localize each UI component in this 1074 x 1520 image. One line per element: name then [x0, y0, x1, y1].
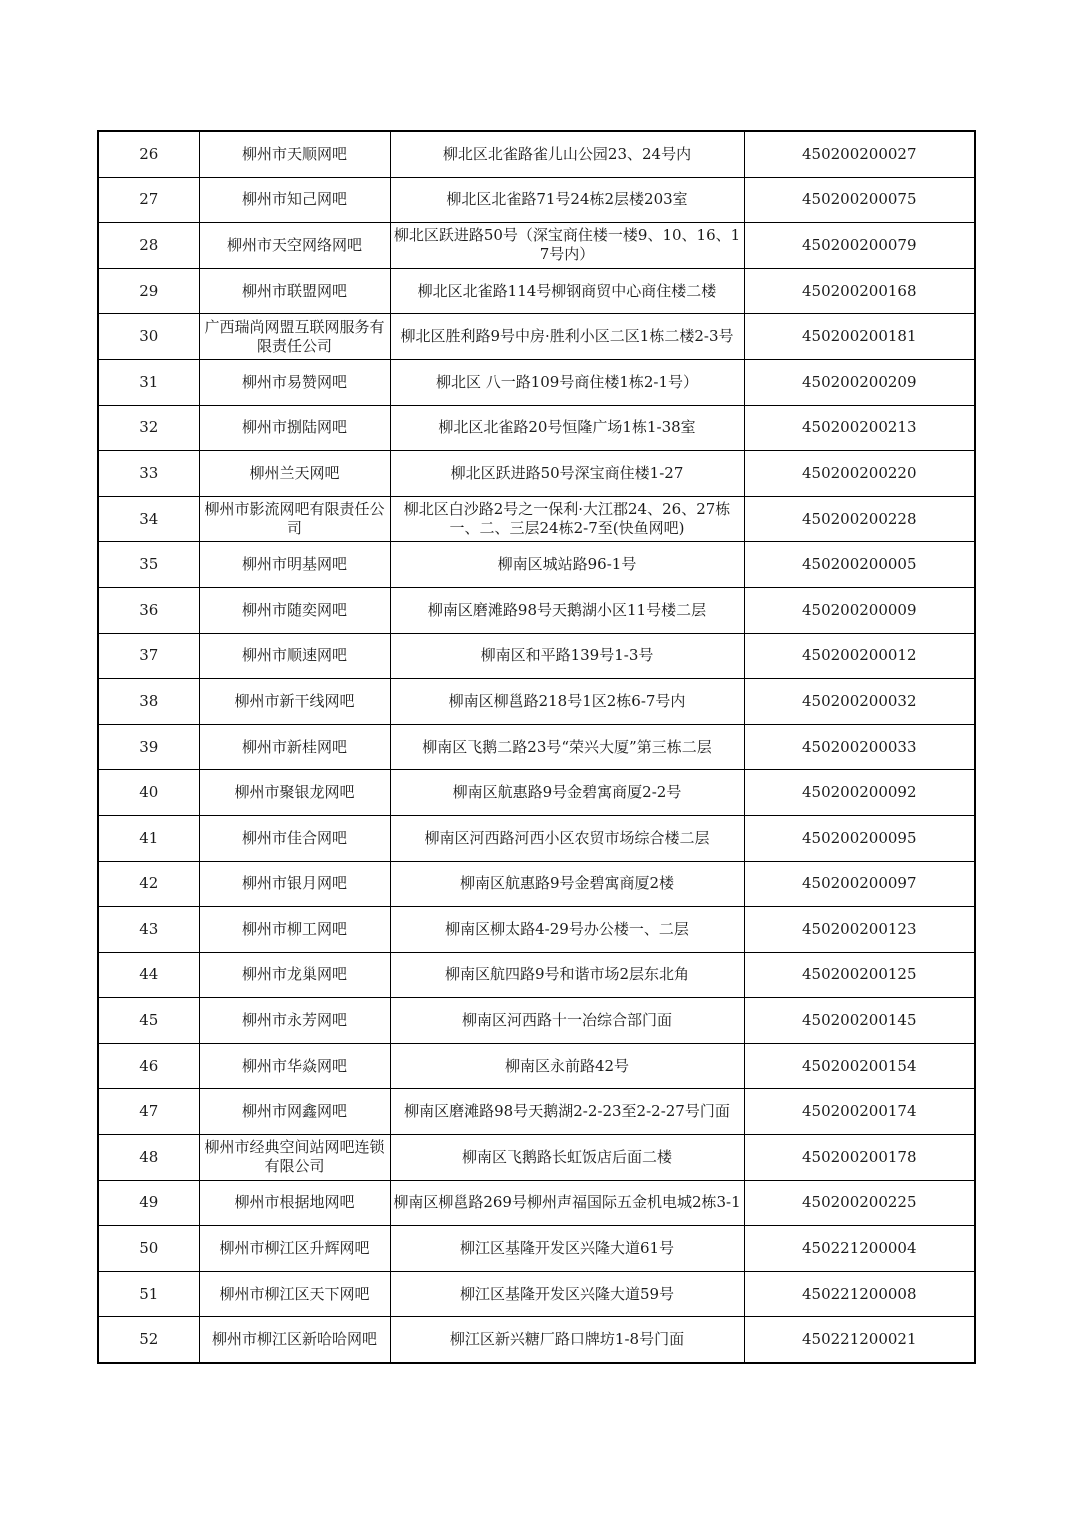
address-cell: 柳南区城站路96-1号 — [390, 542, 744, 588]
table-row — [98, 1135, 975, 1181]
business-name-cell: 柳州市知己网吧 — [199, 177, 390, 223]
address-cell: 柳北区白沙路2号之一保利·大江郡24、26、27栋一、二、三层24栋2-7至(快鱼网吧) — [390, 496, 744, 542]
business-name-cell: 柳州市联盟网吧 — [199, 268, 390, 314]
license-code-cell: 450200200228 — [744, 496, 975, 542]
address-cell: 柳江区基隆开发区兴隆大道59号 — [390, 1271, 744, 1317]
license-code-cell: 450221200021 — [744, 1317, 975, 1363]
address-cell: 柳北区胜利路9号中房·胜利小区二区1栋二楼2-3号 — [390, 314, 744, 360]
address-cell: 柳南区河西路十一冶综合部门面 — [390, 998, 744, 1044]
address-cell: 柳南区飞鹅路长虹饭店后面二楼 — [390, 1135, 744, 1181]
license-code-cell: 450200200220 — [744, 451, 975, 497]
address-cell: 柳北区跃进路50号深宝商住楼1-27 — [390, 451, 744, 497]
table-row — [98, 223, 975, 269]
row-number-cell: 43 — [98, 907, 199, 953]
address-cell: 柳南区柳邕路269号柳州声福国际五金机电城2栋3-1 — [390, 1180, 744, 1226]
license-code-cell: 450200200097 — [744, 861, 975, 907]
business-name-cell: 柳州市龙巢网吧 — [199, 952, 390, 998]
address-cell: 柳江区基隆开发区兴隆大道61号 — [390, 1226, 744, 1272]
table-row — [98, 815, 975, 861]
table-row — [98, 542, 975, 588]
table-row — [98, 770, 975, 816]
table-row — [98, 724, 975, 770]
row-number-cell: 31 — [98, 359, 199, 405]
address-cell: 柳南区永前路42号 — [390, 1043, 744, 1089]
row-number-cell: 52 — [98, 1317, 199, 1363]
license-code-cell: 450200200181 — [744, 314, 975, 360]
table-row — [98, 314, 975, 360]
license-code-cell: 450200200154 — [744, 1043, 975, 1089]
row-number-cell: 48 — [98, 1135, 199, 1181]
business-name-cell: 广西瑞尚网盟互联网服务有限责任公司 — [199, 314, 390, 360]
row-number-cell: 44 — [98, 952, 199, 998]
table-row — [98, 359, 975, 405]
table-body — [98, 131, 975, 1363]
license-code-cell: 450200200032 — [744, 679, 975, 725]
row-number-cell: 34 — [98, 496, 199, 542]
license-code-cell: 450200200174 — [744, 1089, 975, 1135]
business-name-cell: 柳州市柳工网吧 — [199, 907, 390, 953]
address-cell: 柳北区 八一路109号商住楼1栋2-1号） — [390, 359, 744, 405]
table-row — [98, 633, 975, 679]
business-name-cell: 柳州市聚银龙网吧 — [199, 770, 390, 816]
license-code-cell: 450200200209 — [744, 359, 975, 405]
business-name-cell: 柳州市柳江区升辉网吧 — [199, 1226, 390, 1272]
row-number-cell: 46 — [98, 1043, 199, 1089]
row-number-cell: 40 — [98, 770, 199, 816]
license-code-cell: 450200200079 — [744, 223, 975, 269]
address-cell: 柳南区柳太路4-29号办公楼一、二层 — [390, 907, 744, 953]
table-row — [98, 177, 975, 223]
table-row — [98, 496, 975, 542]
address-cell: 柳江区新兴糖厂路口牌坊1-8号门面 — [390, 1317, 744, 1363]
business-name-cell: 柳州市新干线网吧 — [199, 679, 390, 725]
table-row — [98, 131, 975, 177]
license-code-cell: 450200200168 — [744, 268, 975, 314]
license-code-cell: 450221200008 — [744, 1271, 975, 1317]
table-row — [98, 907, 975, 953]
business-name-cell: 柳州市天空网络网吧 — [199, 223, 390, 269]
address-cell: 柳南区柳邕路218号1区2栋6-7号内 — [390, 679, 744, 725]
table-row — [98, 1089, 975, 1135]
license-code-cell: 450200200005 — [744, 542, 975, 588]
business-name-cell: 柳州市柳江区新哈哈网吧 — [199, 1317, 390, 1363]
license-code-cell: 450200200027 — [744, 131, 975, 177]
business-name-cell: 柳州市明基网吧 — [199, 542, 390, 588]
address-cell: 柳北区北雀路71号24栋2层楼203室 — [390, 177, 744, 223]
business-name-cell: 柳州市柳江区天下网吧 — [199, 1271, 390, 1317]
business-name-cell: 柳州市天顺网吧 — [199, 131, 390, 177]
address-cell: 柳南区飞鹅二路23号“荣兴大厦”第三栋二层 — [390, 724, 744, 770]
business-name-cell: 柳州兰天网吧 — [199, 451, 390, 497]
row-number-cell: 49 — [98, 1180, 199, 1226]
address-cell: 柳南区河西路河西小区农贸市场综合楼二层 — [390, 815, 744, 861]
address-cell: 柳南区航惠路9号金碧寓商厦2楼 — [390, 861, 744, 907]
license-code-cell: 450200200095 — [744, 815, 975, 861]
table-row — [98, 998, 975, 1044]
business-name-cell: 柳州市根据地网吧 — [199, 1180, 390, 1226]
address-cell: 柳北区北雀路114号柳钢商贸中心商住楼二楼 — [390, 268, 744, 314]
row-number-cell: 38 — [98, 679, 199, 725]
row-number-cell: 45 — [98, 998, 199, 1044]
table-row — [98, 861, 975, 907]
business-name-cell: 柳州市新桂网吧 — [199, 724, 390, 770]
license-code-cell: 450200200123 — [744, 907, 975, 953]
row-number-cell: 37 — [98, 633, 199, 679]
row-number-cell: 30 — [98, 314, 199, 360]
business-name-cell: 柳州市顺速网吧 — [199, 633, 390, 679]
row-number-cell: 36 — [98, 587, 199, 633]
license-code-cell: 450221200004 — [744, 1226, 975, 1272]
business-name-cell: 柳州市佳合网吧 — [199, 815, 390, 861]
row-number-cell: 35 — [98, 542, 199, 588]
business-name-cell: 柳州市捌陆网吧 — [199, 405, 390, 451]
row-number-cell: 29 — [98, 268, 199, 314]
business-name-cell: 柳州市网鑫网吧 — [199, 1089, 390, 1135]
address-cell: 柳南区航惠路9号金碧寓商厦2-2号 — [390, 770, 744, 816]
business-name-cell: 柳州市经典空间站网吧连锁有限公司 — [199, 1135, 390, 1181]
row-number-cell: 26 — [98, 131, 199, 177]
address-cell: 柳南区磨滩路98号天鹅湖小区11号楼二层 — [390, 587, 744, 633]
license-code-cell: 450200200145 — [744, 998, 975, 1044]
table-row — [98, 1271, 975, 1317]
address-cell: 柳北区北雀路20号恒隆广场1栋1-38室 — [390, 405, 744, 451]
address-cell: 柳南区航四路9号和谐市场2层东北角 — [390, 952, 744, 998]
row-number-cell: 28 — [98, 223, 199, 269]
address-cell: 柳北区跃进路50号（深宝商住楼一楼9、10、16、17号内） — [390, 223, 744, 269]
row-number-cell: 47 — [98, 1089, 199, 1135]
license-code-cell: 450200200075 — [744, 177, 975, 223]
table-row — [98, 1317, 975, 1363]
table-row — [98, 268, 975, 314]
license-code-cell: 450200200225 — [744, 1180, 975, 1226]
business-name-cell: 柳州市影流网吧有限责任公司 — [199, 496, 390, 542]
row-number-cell: 27 — [98, 177, 199, 223]
table-row — [98, 679, 975, 725]
license-code-cell: 450200200092 — [744, 770, 975, 816]
business-name-cell: 柳州市易赞网吧 — [199, 359, 390, 405]
business-name-cell: 柳州市永芳网吧 — [199, 998, 390, 1044]
row-number-cell: 33 — [98, 451, 199, 497]
table-row — [98, 952, 975, 998]
row-number-cell: 41 — [98, 815, 199, 861]
license-code-cell: 450200200213 — [744, 405, 975, 451]
table-row — [98, 1043, 975, 1089]
row-number-cell: 32 — [98, 405, 199, 451]
row-number-cell: 51 — [98, 1271, 199, 1317]
table-row — [98, 405, 975, 451]
address-cell: 柳北区北雀路雀儿山公园23、24号内 — [390, 131, 744, 177]
internet-cafe-listing-table — [97, 130, 976, 1364]
address-cell: 柳南区磨滩路98号天鹅湖2-2-23至2-2-27号门面 — [390, 1089, 744, 1135]
business-name-cell: 柳州市银月网吧 — [199, 861, 390, 907]
table-row — [98, 451, 975, 497]
license-code-cell: 450200200125 — [744, 952, 975, 998]
table-row — [98, 1180, 975, 1226]
row-number-cell: 42 — [98, 861, 199, 907]
business-name-cell: 柳州市随奕网吧 — [199, 587, 390, 633]
license-code-cell: 450200200012 — [744, 633, 975, 679]
business-name-cell: 柳州市华焱网吧 — [199, 1043, 390, 1089]
license-code-cell: 450200200178 — [744, 1135, 975, 1181]
license-code-cell: 450200200009 — [744, 587, 975, 633]
license-code-cell: 450200200033 — [744, 724, 975, 770]
address-cell: 柳南区和平路139号1-3号 — [390, 633, 744, 679]
row-number-cell: 50 — [98, 1226, 199, 1272]
table-row — [98, 1226, 975, 1272]
row-number-cell: 39 — [98, 724, 199, 770]
table-row — [98, 587, 975, 633]
